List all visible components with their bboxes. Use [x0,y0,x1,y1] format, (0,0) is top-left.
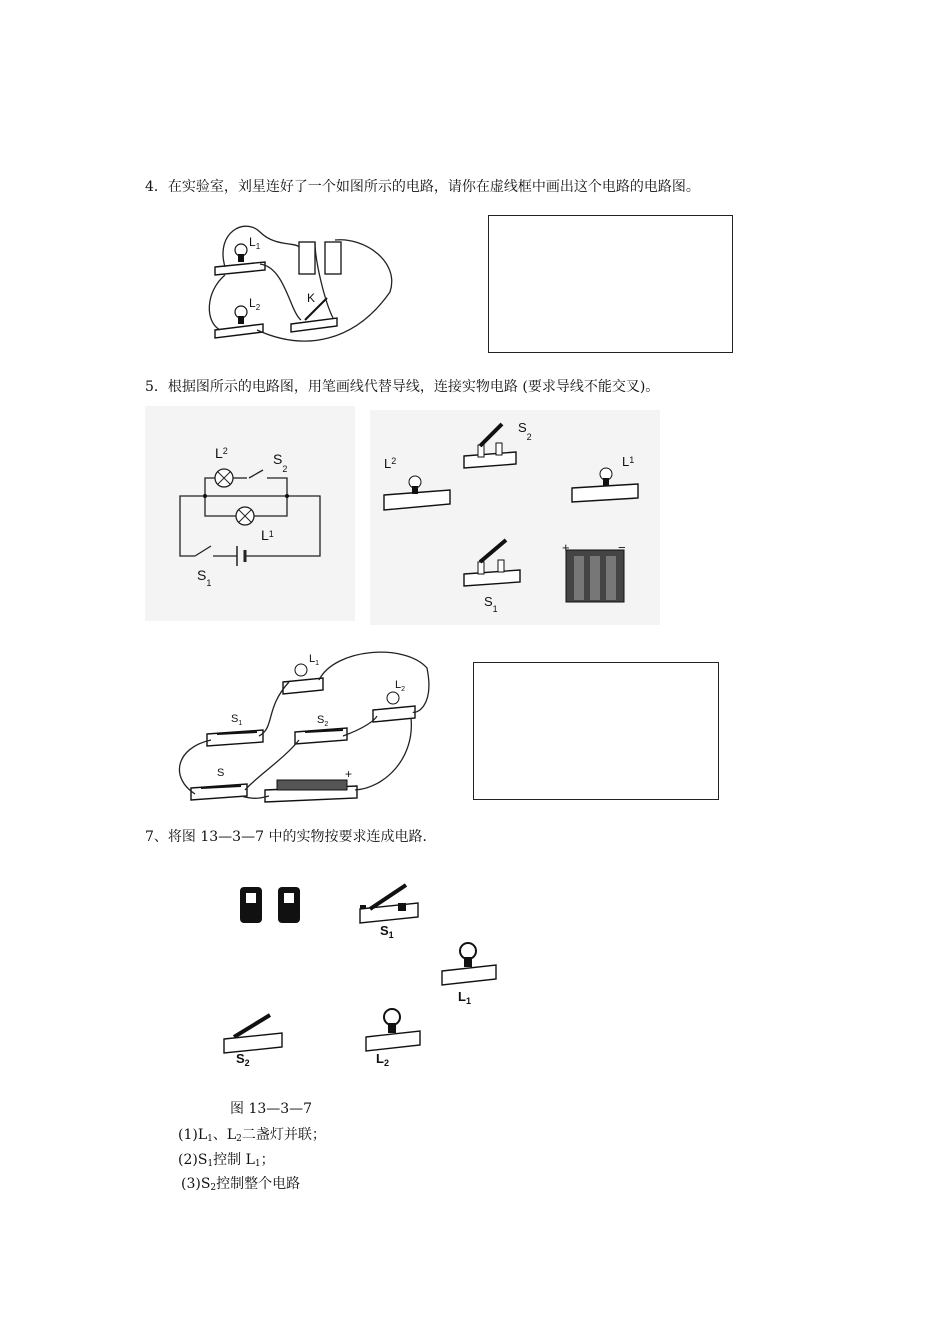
svg-text:+: + [562,540,570,555]
svg-text:K: K [307,291,316,305]
requirement-2: $(2)S_1$控制 $L_1$； [178,1152,275,1169]
question-number: 7、 [145,829,168,845]
svg-text:S2: $S_2$ [518,420,532,442]
svg-text:S: S [217,767,225,779]
svg-text:S1: $S_1$ [231,713,243,727]
svg-text:S1: $S_1$ [380,923,394,940]
q5-circuit-diagram [145,406,355,621]
requirement-3: $(3)S_2$控制整个电路 [181,1176,301,1193]
svg-text:L1: $L_1$ [309,653,320,667]
svg-text:S1: $S_1$ [197,567,212,588]
svg-text:L1: $L^1$ [622,454,635,469]
svg-text:L2: $L^2$ [384,456,397,471]
svg-text:S2: $S_2$ [317,714,329,728]
svg-text:L1: $L^1$ [261,527,274,543]
svg-text:S2: $S_2$ [236,1051,250,1068]
question-number: 4． [145,179,168,195]
svg-text:L2: $L_2$ [376,1051,389,1068]
svg-text:L2: $L_2$ [249,296,261,312]
svg-text:+: + [345,767,353,781]
question-text: 将图 13—3—7 中的实物按要求连成电路． [167,829,437,845]
svg-text:L1: $L_1$ [249,235,261,251]
question-4 [145,176,700,196]
question-number: 5． [145,379,168,395]
q7-components-figure [230,875,510,1070]
question-5 [145,376,659,396]
question-text: 在实验室，刘星连好了一个如图所示的电路，请你在虚线框中画出这个电路的电路图。 [167,179,700,195]
q6-physical-circuit-figure [165,648,430,808]
figure-caption: 图 13—3—7 [230,1101,313,1117]
svg-text:L2: $L^2$ [215,445,228,461]
svg-text:S2: $S_2$ [273,451,288,474]
svg-text:L2: $L_2$ [395,679,406,693]
q6-answer-box[interactable] [473,662,719,800]
q4-answer-box[interactable] [488,215,733,353]
requirement-1: $(1)L_1$、$L_2$二盏灯并联； [178,1127,326,1144]
question-text: 根据图所示的电路图，用笔画线代替导线，连接实物电路 (要求导线不能交叉)。 [167,379,660,395]
svg-text:S1: $S_1$ [484,594,498,614]
q5-physical-components [370,410,660,625]
question-7 [145,826,436,846]
svg-text:−: − [618,540,626,555]
svg-text:L1: $L_1$ [458,989,471,1006]
q4-physical-circuit-figure [205,212,400,347]
